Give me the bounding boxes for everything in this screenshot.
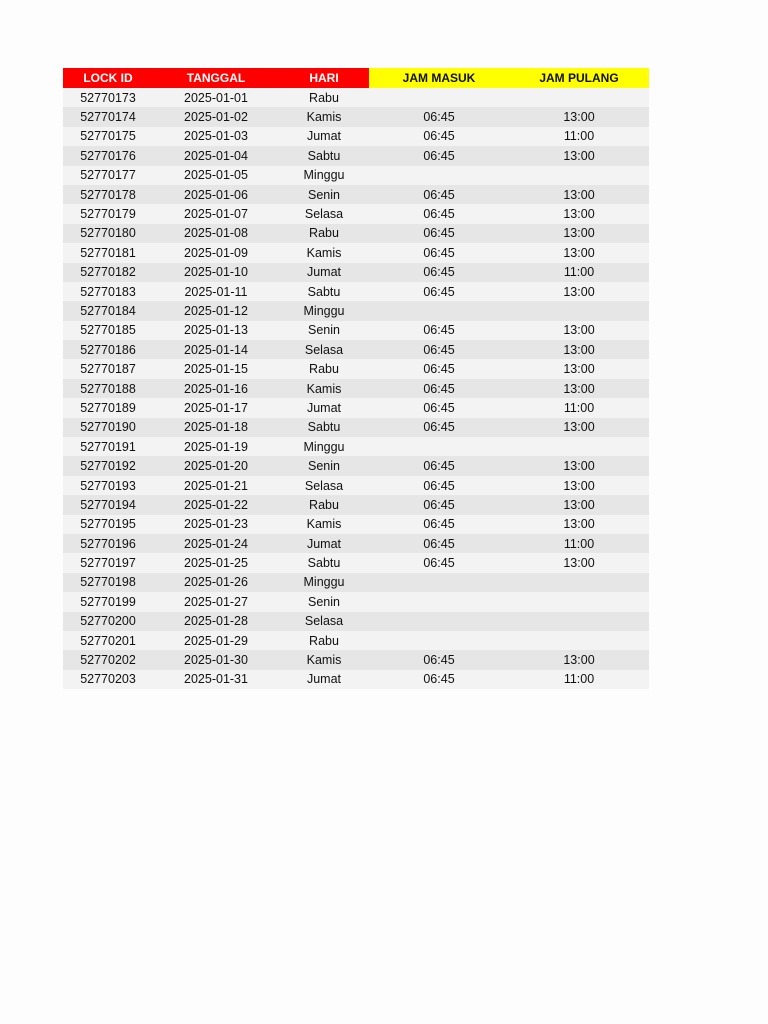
table-row xyxy=(63,670,649,689)
cell-lock-id: 52770198 xyxy=(80,575,136,590)
cell-jam-pulang: 11:00 xyxy=(563,400,595,415)
cell-jam-masuk: 06:45 xyxy=(423,323,455,338)
cell-tanggal: 2025-01-29 xyxy=(184,633,248,648)
table-row xyxy=(63,456,649,475)
cell-lock-id: 52770191 xyxy=(80,439,136,454)
cell-jam-masuk: 06:45 xyxy=(423,672,455,687)
cell-jam-pulang: 13:00 xyxy=(563,459,595,474)
cell-hari: Jumat xyxy=(306,129,342,144)
cell-hari: Selasa xyxy=(304,614,344,629)
cell-jam-masuk xyxy=(369,88,509,107)
cell-lock-id: 52770177 xyxy=(80,168,136,183)
cell-hari: Rabu xyxy=(309,362,339,377)
cell-tanggal: 2025-01-02 xyxy=(184,110,248,125)
cell-jam-pulang: 13:00 xyxy=(563,207,595,222)
cell-tanggal: 2025-01-14 xyxy=(184,342,248,357)
cell-hari: Senin xyxy=(308,459,340,474)
cell-jam-pulang: 13:00 xyxy=(563,245,595,260)
cell-lock-id: 52770187 xyxy=(80,362,136,377)
table-row xyxy=(63,379,649,398)
cell-jam-masuk: 06:45 xyxy=(423,420,455,435)
cell-jam-pulang: 11:00 xyxy=(563,265,595,280)
table-row xyxy=(63,359,649,378)
cell-jam-masuk: 06:45 xyxy=(423,478,455,493)
table-row xyxy=(63,107,649,126)
table-row xyxy=(63,495,649,514)
cell-lock-id: 52770194 xyxy=(80,497,136,512)
table-row xyxy=(63,592,649,611)
cell-tanggal: 2025-01-07 xyxy=(184,207,248,222)
cell-tanggal: 2025-01-31 xyxy=(184,672,248,687)
table-row xyxy=(63,398,649,417)
cell-tanggal: 2025-01-17 xyxy=(184,400,248,415)
table-row xyxy=(63,127,649,146)
cell-hari: Selasa xyxy=(304,342,344,357)
cell-tanggal: 2025-01-08 xyxy=(184,226,248,241)
cell-tanggal: 2025-01-20 xyxy=(184,459,248,474)
header-hari: HARI xyxy=(279,68,369,88)
cell-jam-masuk: 06:45 xyxy=(423,207,455,222)
cell-lock-id: 52770199 xyxy=(80,594,136,609)
cell-jam-pulang: 13:00 xyxy=(563,517,595,532)
cell-hari: Kamis xyxy=(306,381,342,396)
cell-hari: Selasa xyxy=(304,478,344,493)
cell-hari: Senin xyxy=(308,594,340,609)
table-header-row xyxy=(63,68,649,88)
cell-hari: Sabtu xyxy=(307,420,341,435)
cell-hari: Rabu xyxy=(309,226,339,241)
table-row xyxy=(63,631,649,650)
cell-hari: Rabu xyxy=(309,633,339,648)
cell-jam-pulang: 11:00 xyxy=(563,672,595,687)
cell-hari: Jumat xyxy=(306,536,342,551)
cell-lock-id: 52770193 xyxy=(80,478,136,493)
cell-hari: Sabtu xyxy=(307,148,341,163)
cell-lock-id: 52770180 xyxy=(80,226,136,241)
cell-jam-pulang: 13:00 xyxy=(563,362,595,377)
cell-hari: Kamis xyxy=(306,245,342,260)
cell-jam-masuk: 06:45 xyxy=(423,110,455,125)
cell-jam-masuk: 06:45 xyxy=(423,536,455,551)
header-lock-id: LOCK ID xyxy=(63,68,153,88)
cell-jam-pulang: 13:00 xyxy=(563,478,595,493)
cell-jam-pulang: 13:00 xyxy=(563,556,595,571)
cell-jam-masuk: 06:45 xyxy=(423,381,455,396)
cell-lock-id: 52770201 xyxy=(80,633,136,648)
cell-lock-id: 52770175 xyxy=(80,129,136,144)
cell-tanggal: 2025-01-04 xyxy=(184,148,248,163)
cell-hari: Kamis xyxy=(306,517,342,532)
cell-tanggal: 2025-01-03 xyxy=(184,129,248,144)
header-jam-pulang: JAM PULANG xyxy=(509,68,649,88)
cell-hari: Kamis xyxy=(306,110,342,125)
table-row xyxy=(63,204,649,223)
cell-jam-pulang: 13:00 xyxy=(563,187,595,202)
cell-jam-masuk: 06:45 xyxy=(423,226,455,241)
cell-jam-pulang: 11:00 xyxy=(563,536,595,551)
table-row xyxy=(63,263,649,282)
cell-jam-masuk: 06:45 xyxy=(423,148,455,163)
cell-hari: Minggu xyxy=(303,439,345,454)
cell-jam-pulang: 13:00 xyxy=(563,323,595,338)
cell-jam-pulang: 13:00 xyxy=(563,284,595,299)
table-row xyxy=(63,476,649,495)
table-row xyxy=(63,650,649,669)
cell-jam-pulang: 13:00 xyxy=(563,226,595,241)
cell-lock-id: 52770189 xyxy=(80,400,136,415)
cell-jam-pulang: 13:00 xyxy=(563,420,595,435)
cell-tanggal: 2025-01-13 xyxy=(184,323,248,338)
cell-lock-id: 52770185 xyxy=(80,323,136,338)
cell-tanggal: 2025-01-12 xyxy=(184,303,248,318)
cell-jam-pulang xyxy=(509,612,649,631)
cell-hari: Selasa xyxy=(304,207,344,222)
cell-lock-id: 52770179 xyxy=(80,207,136,222)
cell-jam-pulang xyxy=(509,631,649,650)
cell-jam-masuk xyxy=(369,631,509,650)
cell-hari: Minggu xyxy=(303,168,345,183)
cell-jam-masuk xyxy=(369,612,509,631)
cell-jam-pulang: 13:00 xyxy=(563,497,595,512)
cell-jam-masuk xyxy=(369,573,509,592)
cell-jam-masuk: 06:45 xyxy=(423,362,455,377)
cell-hari: Minggu xyxy=(303,575,345,590)
cell-lock-id: 52770176 xyxy=(80,148,136,163)
cell-tanggal: 2025-01-21 xyxy=(184,478,248,493)
cell-jam-pulang: 13:00 xyxy=(563,342,595,357)
cell-jam-masuk: 06:45 xyxy=(423,653,455,668)
cell-hari: Rabu xyxy=(309,497,339,512)
table-row xyxy=(63,321,649,340)
cell-lock-id: 52770178 xyxy=(80,187,136,202)
cell-jam-masuk: 06:45 xyxy=(423,342,455,357)
table-row xyxy=(63,515,649,534)
cell-jam-masuk: 06:45 xyxy=(423,245,455,260)
table-body xyxy=(63,88,649,689)
table-row xyxy=(63,437,649,456)
cell-lock-id: 52770197 xyxy=(80,556,136,571)
cell-jam-masuk: 06:45 xyxy=(423,556,455,571)
cell-lock-id: 52770202 xyxy=(80,653,136,668)
cell-lock-id: 52770188 xyxy=(80,381,136,396)
cell-lock-id: 52770183 xyxy=(80,284,136,299)
table-row xyxy=(63,166,649,185)
table-row xyxy=(63,224,649,243)
table-row xyxy=(63,282,649,301)
cell-hari: Jumat xyxy=(306,672,342,687)
header-tanggal: TANGGAL xyxy=(153,68,279,88)
cell-hari: Senin xyxy=(308,323,340,338)
cell-jam-masuk xyxy=(369,166,509,185)
cell-lock-id: 52770173 xyxy=(80,90,136,105)
cell-tanggal: 2025-01-15 xyxy=(184,362,248,377)
cell-hari: Sabtu xyxy=(307,556,341,571)
cell-lock-id: 52770174 xyxy=(80,110,136,125)
cell-hari: Sabtu xyxy=(307,284,341,299)
table-row xyxy=(63,243,649,262)
cell-jam-pulang: 13:00 xyxy=(563,381,595,396)
cell-tanggal: 2025-01-05 xyxy=(184,168,248,183)
cell-tanggal: 2025-01-24 xyxy=(184,536,248,551)
cell-hari: Jumat xyxy=(306,265,342,280)
cell-jam-pulang: 13:00 xyxy=(563,653,595,668)
cell-tanggal: 2025-01-26 xyxy=(184,575,248,590)
cell-jam-pulang xyxy=(509,573,649,592)
cell-tanggal: 2025-01-10 xyxy=(184,265,248,280)
cell-tanggal: 2025-01-30 xyxy=(184,653,248,668)
cell-lock-id: 52770200 xyxy=(80,614,136,629)
cell-tanggal: 2025-01-22 xyxy=(184,497,248,512)
cell-lock-id: 52770195 xyxy=(80,517,136,532)
cell-jam-pulang: 11:00 xyxy=(563,129,595,144)
cell-tanggal: 2025-01-09 xyxy=(184,245,248,260)
cell-jam-masuk: 06:45 xyxy=(423,517,455,532)
cell-jam-pulang xyxy=(509,88,649,107)
cell-jam-masuk: 06:45 xyxy=(423,129,455,144)
cell-lock-id: 52770186 xyxy=(80,342,136,357)
table-row xyxy=(63,88,649,107)
cell-jam-masuk: 06:45 xyxy=(423,265,455,280)
cell-tanggal: 2025-01-27 xyxy=(184,594,248,609)
cell-tanggal: 2025-01-01 xyxy=(184,90,248,105)
cell-jam-masuk: 06:45 xyxy=(423,459,455,474)
cell-jam-masuk xyxy=(369,301,509,320)
table-row xyxy=(63,418,649,437)
cell-lock-id: 52770182 xyxy=(80,265,136,280)
table-row xyxy=(63,340,649,359)
table-row xyxy=(63,573,649,592)
cell-jam-masuk: 06:45 xyxy=(423,187,455,202)
table-row xyxy=(63,534,649,553)
cell-jam-masuk xyxy=(369,592,509,611)
cell-tanggal: 2025-01-28 xyxy=(184,614,248,629)
cell-tanggal: 2025-01-18 xyxy=(184,420,248,435)
cell-lock-id: 52770203 xyxy=(80,672,136,687)
cell-tanggal: 2025-01-11 xyxy=(184,284,248,299)
cell-jam-pulang: 13:00 xyxy=(563,110,595,125)
cell-jam-masuk: 06:45 xyxy=(423,284,455,299)
table-row xyxy=(63,185,649,204)
cell-hari: Rabu xyxy=(309,90,339,105)
cell-tanggal: 2025-01-23 xyxy=(184,517,248,532)
cell-lock-id: 52770181 xyxy=(80,245,136,260)
cell-tanggal: 2025-01-06 xyxy=(184,187,248,202)
cell-jam-masuk: 06:45 xyxy=(423,400,455,415)
cell-hari: Jumat xyxy=(306,400,342,415)
cell-jam-pulang xyxy=(509,166,649,185)
table-row xyxy=(63,301,649,320)
cell-tanggal: 2025-01-25 xyxy=(184,556,248,571)
cell-lock-id: 52770184 xyxy=(80,303,136,318)
cell-lock-id: 52770190 xyxy=(80,420,136,435)
attendance-table xyxy=(63,68,649,689)
cell-jam-pulang xyxy=(509,437,649,456)
cell-tanggal: 2025-01-19 xyxy=(184,439,248,454)
cell-jam-masuk xyxy=(369,437,509,456)
table-row xyxy=(63,146,649,165)
cell-lock-id: 52770192 xyxy=(80,459,136,474)
cell-tanggal: 2025-01-16 xyxy=(184,381,248,396)
cell-hari: Kamis xyxy=(306,653,342,668)
cell-jam-masuk: 06:45 xyxy=(423,497,455,512)
cell-hari: Minggu xyxy=(303,303,345,318)
table-row xyxy=(63,612,649,631)
cell-lock-id: 52770196 xyxy=(80,536,136,551)
cell-hari: Senin xyxy=(308,187,340,202)
cell-jam-pulang xyxy=(509,301,649,320)
cell-jam-pulang xyxy=(509,592,649,611)
cell-jam-pulang: 13:00 xyxy=(563,148,595,163)
table-row xyxy=(63,553,649,572)
header-jam-masuk: JAM MASUK xyxy=(369,68,509,88)
